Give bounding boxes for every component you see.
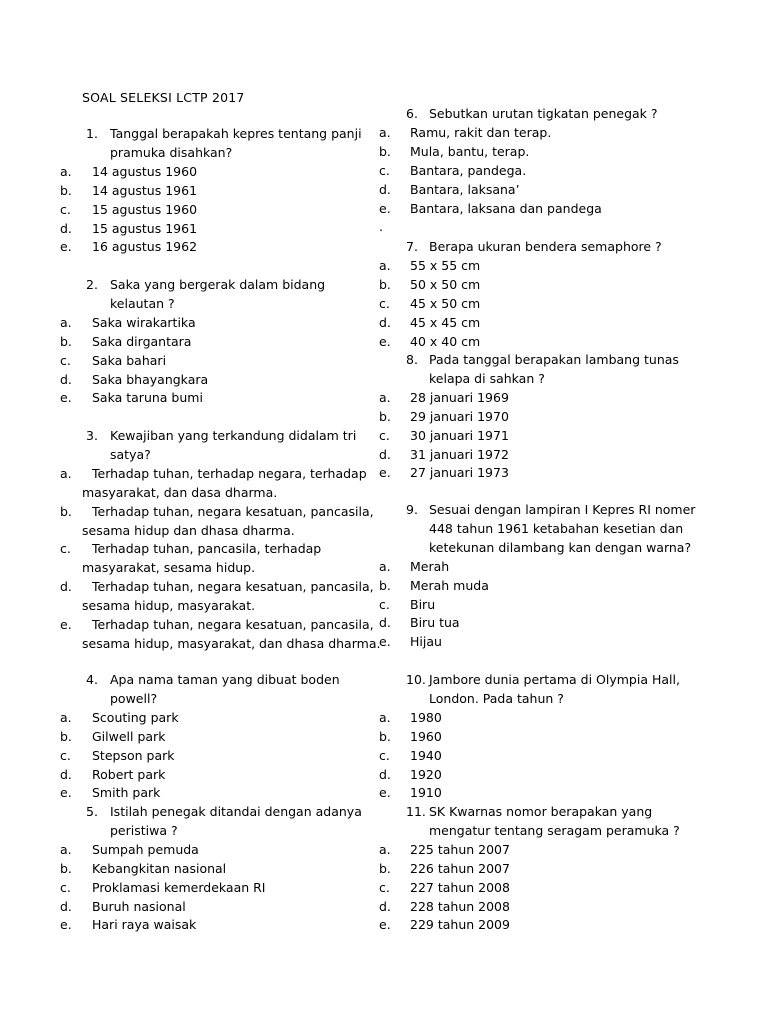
question-text: kelautan ? bbox=[110, 295, 175, 311]
question-text: Jambore dunia pertama di Olympia Hall, bbox=[429, 672, 680, 687]
option-text: 225 tahun 2007 bbox=[410, 841, 510, 857]
option-letter: . bbox=[379, 219, 383, 235]
question-text: ketekunan dilambang kan dengan warna? bbox=[429, 539, 692, 555]
option-letter: e. bbox=[60, 239, 72, 255]
page-title: SOAL SELEKSI LCTP 2017 bbox=[82, 90, 245, 105]
option-letter: a. bbox=[379, 389, 391, 405]
option-text: 1910 bbox=[410, 785, 442, 801]
question-number: 11. bbox=[406, 804, 426, 819]
option-letter: b. bbox=[60, 182, 72, 198]
option-letter: c. bbox=[60, 541, 71, 557]
option-letter: b. bbox=[379, 728, 391, 744]
option-text: Mula, bantu, terap. bbox=[410, 143, 530, 159]
option-text: Bantara, laksana’ bbox=[410, 181, 520, 197]
question-number: 5. bbox=[86, 804, 98, 819]
option-text: 1960 bbox=[410, 728, 442, 744]
option-letter: a. bbox=[379, 124, 391, 140]
option-text: sesama hidup, masyarakat, dan dhasa dharma. bbox=[82, 635, 381, 651]
question-number: 3. bbox=[86, 428, 98, 443]
option-text: Biru bbox=[410, 596, 436, 612]
option-text: 28 januari 1969 bbox=[410, 389, 509, 405]
option-text: Buruh nasional bbox=[92, 898, 186, 914]
option-text: sesama hidup dan dhasa dharma. bbox=[82, 522, 295, 538]
question-number: 4. bbox=[86, 672, 98, 687]
option-letter: a. bbox=[60, 314, 72, 330]
question-text: mengatur tentang seragam peramuka ? bbox=[429, 822, 680, 838]
option-letter: d. bbox=[379, 898, 391, 914]
question-text: Kewajiban yang terkandung didalam tri bbox=[110, 428, 357, 443]
option-text: Gilwell park bbox=[92, 728, 166, 744]
option-text: Saka taruna bumi bbox=[92, 390, 203, 406]
question-number: 7. bbox=[406, 239, 418, 254]
option-letter: b. bbox=[379, 408, 391, 424]
option-letter: d. bbox=[60, 371, 72, 387]
option-text: sesama hidup, masyarakat. bbox=[82, 598, 256, 614]
question-text: Apa nama taman yang dibuat boden bbox=[110, 672, 340, 687]
option-text: 27 januari 1973 bbox=[410, 465, 509, 481]
option-letter: a. bbox=[60, 841, 72, 857]
option-letter: a. bbox=[379, 558, 391, 574]
option-text: Terhadap tuhan, negara kesatuan, pancasila, bbox=[92, 503, 374, 519]
option-text: 45 x 50 cm bbox=[410, 295, 481, 311]
option-text: Merah bbox=[410, 558, 450, 574]
option-letter: e. bbox=[379, 785, 391, 801]
option-letter: c. bbox=[379, 427, 390, 443]
question-text: London. Pada tahun ? bbox=[429, 690, 564, 706]
question-text: Tanggal berapakah kepres tentang panji bbox=[110, 126, 362, 141]
question-text: Istilah penegak ditandai dengan adanya bbox=[110, 804, 362, 819]
option-text: Saka bahari bbox=[92, 352, 167, 368]
question-text: Saka yang bergerak dalam bidang bbox=[110, 277, 326, 292]
option-text: Bantara, laksana dan pandega bbox=[410, 200, 602, 216]
option-text: Biru tua bbox=[410, 615, 460, 631]
option-text: Saka dirgantara bbox=[92, 333, 192, 349]
option-letter: e. bbox=[60, 917, 72, 933]
option-text: Terhadap tuhan, terhadap negara, terhadap bbox=[92, 465, 367, 481]
option-text: 55 x 55 cm bbox=[410, 257, 481, 273]
question-text: Pada tanggal berapakan lambang tunas bbox=[429, 352, 679, 367]
option-letter: b. bbox=[60, 503, 72, 519]
option-text: 1940 bbox=[410, 747, 442, 763]
option-text: 227 tahun 2008 bbox=[410, 879, 510, 895]
option-letter: b. bbox=[379, 276, 391, 292]
option-letter: e. bbox=[379, 917, 391, 933]
question-number: 8. bbox=[406, 352, 418, 367]
option-text: 14 agustus 1960 bbox=[92, 163, 198, 179]
question-text: Sesuai dengan lampiran I Kepres RI nomer bbox=[429, 502, 696, 517]
option-letter: e. bbox=[379, 200, 391, 216]
option-letter: e. bbox=[60, 390, 72, 406]
option-text: Hari raya waisak bbox=[92, 917, 197, 933]
option-text: Stepson park bbox=[92, 747, 175, 763]
option-letter: a. bbox=[379, 257, 391, 273]
option-text: Terhadap tuhan, negara kesatuan, pancasila, bbox=[92, 617, 374, 632]
question-text: Berapa ukuran bendera semaphore ? bbox=[429, 239, 662, 254]
option-text: Bantara, pandega. bbox=[410, 162, 527, 178]
question-text: kelapa di sahkan ? bbox=[429, 370, 545, 386]
option-text: 226 tahun 2007 bbox=[410, 860, 510, 876]
option-letter: b. bbox=[379, 860, 391, 876]
option-letter: c. bbox=[379, 747, 390, 763]
option-text: 50 x 50 cm bbox=[410, 276, 481, 292]
option-text: 228 tahun 2008 bbox=[410, 898, 510, 914]
option-letter: c. bbox=[379, 879, 390, 895]
question-text: SK Kwarnas nomor berapakan yang bbox=[429, 804, 653, 819]
option-letter: c. bbox=[379, 162, 390, 178]
option-letter: d. bbox=[379, 766, 391, 782]
option-letter: b. bbox=[379, 143, 391, 159]
question-number: 6. bbox=[406, 106, 418, 121]
option-letter: b. bbox=[60, 728, 72, 744]
option-letter: c. bbox=[60, 201, 71, 217]
option-text: Sumpah pemuda bbox=[92, 841, 199, 857]
option-text: Terhadap tuhan, negara kesatuan, pancasila, bbox=[92, 579, 374, 595]
question-text: peristiwa ? bbox=[110, 822, 178, 838]
option-text: 1920 bbox=[410, 766, 442, 782]
option-letter: d. bbox=[60, 579, 72, 595]
option-text: 30 januari 1971 bbox=[410, 427, 509, 443]
option-letter: c. bbox=[379, 295, 390, 311]
option-letter: e. bbox=[60, 617, 72, 632]
option-letter: a. bbox=[379, 709, 391, 725]
option-letter: b. bbox=[379, 577, 391, 593]
option-text: 15 agustus 1960 bbox=[92, 201, 198, 217]
option-text: Merah muda bbox=[410, 577, 489, 593]
option-text: 31 januari 1972 bbox=[410, 446, 509, 462]
option-text: masyarakat, dan dasa dharma. bbox=[82, 484, 278, 500]
option-text: Saka wirakartika bbox=[92, 314, 196, 330]
option-letter: a. bbox=[379, 841, 391, 857]
option-letter: a. bbox=[60, 465, 72, 481]
option-letter: c. bbox=[60, 747, 71, 763]
question-number: 2. bbox=[86, 277, 98, 292]
option-letter: e. bbox=[379, 634, 391, 650]
option-letter: d. bbox=[379, 314, 391, 330]
option-text: Saka bhayangkara bbox=[92, 371, 209, 387]
option-text: 229 tahun 2009 bbox=[410, 917, 510, 933]
question-text: pramuka disahkan? bbox=[110, 144, 233, 160]
question-text: satya? bbox=[110, 446, 151, 462]
question-text: 448 tahun 1961 ketabahan kesetian dan bbox=[429, 520, 684, 536]
option-letter: d. bbox=[60, 898, 72, 914]
option-text: Robert park bbox=[92, 766, 166, 782]
option-text: Ramu, rakit dan terap. bbox=[410, 124, 552, 140]
question-text: Sebutkan urutan tigkatan penegak ? bbox=[429, 106, 658, 121]
option-text: 1980 bbox=[410, 709, 442, 725]
option-text: masyarakat, sesama hidup. bbox=[82, 560, 256, 576]
option-letter: d. bbox=[379, 615, 391, 631]
option-letter: d. bbox=[60, 766, 72, 782]
option-text: 14 agustus 1961 bbox=[92, 182, 198, 198]
question-number: 9. bbox=[406, 502, 418, 517]
question-number: 10. bbox=[406, 672, 426, 687]
option-text: 15 agustus 1961 bbox=[92, 220, 198, 236]
option-text: 40 x 40 cm bbox=[410, 333, 481, 349]
option-letter: d. bbox=[60, 220, 72, 236]
option-letter: e. bbox=[379, 333, 391, 349]
option-letter: a. bbox=[60, 163, 72, 179]
option-text: 16 agustus 1962 bbox=[92, 239, 198, 255]
option-text: Kebangkitan nasional bbox=[92, 860, 227, 876]
option-letter: c. bbox=[379, 596, 390, 612]
option-text: 29 januari 1970 bbox=[410, 408, 509, 424]
option-letter: b. bbox=[60, 333, 72, 349]
option-text: Proklamasi kemerdekaan RI bbox=[92, 879, 266, 895]
question-number: 1. bbox=[86, 126, 98, 141]
option-letter: d. bbox=[379, 181, 391, 197]
option-letter: c. bbox=[60, 879, 71, 895]
option-text: Scouting park bbox=[92, 709, 179, 725]
option-letter: a. bbox=[60, 709, 72, 725]
option-text: Terhadap tuhan, pancasila, terhadap bbox=[92, 541, 322, 557]
question-text: powell? bbox=[110, 690, 158, 706]
option-letter: c. bbox=[60, 352, 71, 368]
option-letter: b. bbox=[60, 860, 72, 876]
option-letter: e. bbox=[60, 785, 72, 801]
option-text: Smith park bbox=[92, 785, 161, 801]
option-letter: d. bbox=[379, 446, 391, 462]
option-letter: e. bbox=[379, 465, 391, 481]
option-text: 45 x 45 cm bbox=[410, 314, 481, 330]
option-text: Hijau bbox=[410, 634, 442, 650]
